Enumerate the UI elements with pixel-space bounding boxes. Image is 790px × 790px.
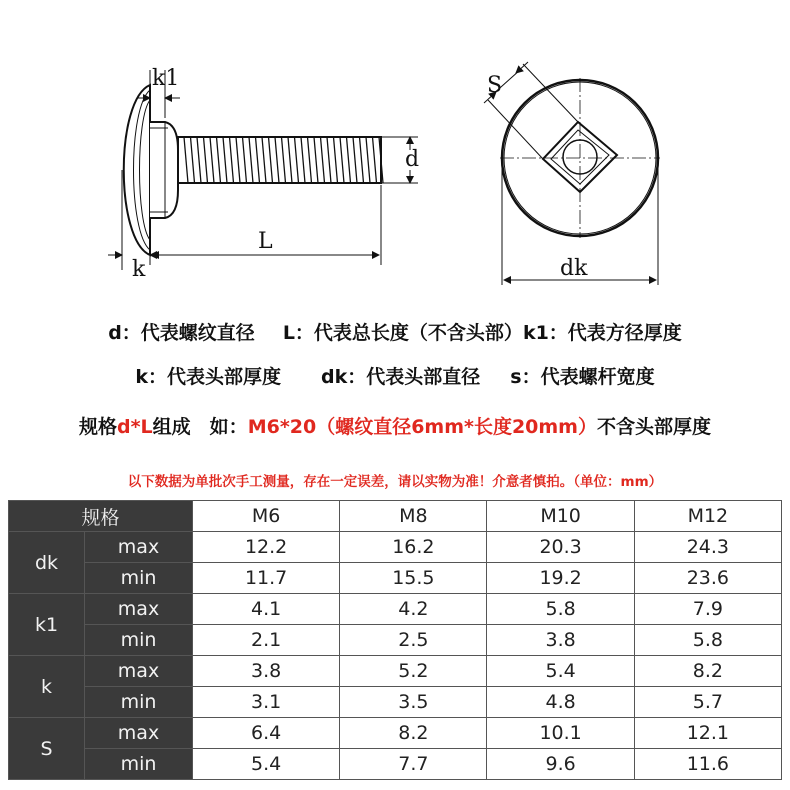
table-cell: 5.2: [340, 656, 487, 687]
table-cell: 2.1: [193, 625, 340, 656]
table-cell: 23.6: [634, 563, 781, 594]
label-d: d: [405, 147, 420, 172]
table-cell: 2.5: [340, 625, 487, 656]
table-cell: 7.9: [634, 594, 781, 625]
table-cell: 3.8: [487, 625, 634, 656]
table-cell: 5.4: [193, 749, 340, 780]
table-cell: 5.4: [487, 656, 634, 687]
table-cell: 11.7: [193, 563, 340, 594]
table-cell: 5.8: [487, 594, 634, 625]
table-cell: 9.6: [487, 749, 634, 780]
table-cell: 12.1: [634, 718, 781, 749]
table-cell: 12.2: [193, 532, 340, 563]
row-label-k: k: [9, 656, 85, 718]
table-row: [9, 532, 782, 563]
table-cell: 16.2: [340, 532, 487, 563]
col-header: M8: [340, 501, 487, 532]
min-label: min: [85, 625, 193, 656]
legend-item-d: d：代表螺纹直径: [108, 322, 255, 344]
legend-item-L: L：代表总长度（不含头部）: [282, 322, 523, 344]
col-header: M6: [193, 501, 340, 532]
table-row: [9, 656, 782, 687]
table-cell: 10.1: [487, 718, 634, 749]
min-label: min: [85, 687, 193, 718]
table-cell: 4.8: [487, 687, 634, 718]
table-cell: 3.5: [340, 687, 487, 718]
bolt-top-view: [500, 78, 660, 238]
label-dk: dk: [560, 256, 588, 281]
col-header: M10: [487, 501, 634, 532]
bolt-diagram: [0, 0, 790, 310]
table-cell: 5.7: [634, 687, 781, 718]
table-cell: 4.2: [340, 594, 487, 625]
label-S: S: [487, 73, 503, 98]
min-label: min: [85, 563, 193, 594]
table-cell: 3.1: [193, 687, 340, 718]
row-label-S: S: [9, 718, 85, 780]
table-header-row: [9, 501, 782, 532]
row-label-dk: dk: [9, 532, 85, 594]
table-cell: 15.5: [340, 563, 487, 594]
legend-line-1: [0, 318, 790, 345]
table-row: [9, 687, 782, 718]
legend-line-2: [0, 362, 790, 389]
label-L: L: [258, 229, 273, 254]
table-cell: 20.3: [487, 532, 634, 563]
table-cell: 4.1: [193, 594, 340, 625]
table-cell: 7.7: [340, 749, 487, 780]
table-cell: 5.8: [634, 625, 781, 656]
header-spec-label: 规格: [9, 501, 193, 532]
col-header: M12: [634, 501, 781, 532]
table-cell: 8.2: [340, 718, 487, 749]
row-label-k1: k1: [9, 594, 85, 656]
label-k: k: [132, 257, 146, 282]
spec-table: [8, 500, 782, 780]
legend-item-k: k：代表头部厚度: [135, 366, 282, 388]
min-label: min: [85, 749, 193, 780]
table-row: [9, 594, 782, 625]
max-label: max: [85, 718, 193, 749]
table-cell: 11.6: [634, 749, 781, 780]
table-cell: 19.2: [487, 563, 634, 594]
max-label: max: [85, 594, 193, 625]
table-row: [9, 625, 782, 656]
table-cell: 24.3: [634, 532, 781, 563]
table-row: [9, 718, 782, 749]
max-label: max: [85, 656, 193, 687]
legend-item-k1: k1：代表方径厚度: [522, 322, 682, 344]
table-row: [9, 563, 782, 594]
legend-item-s: s：代表螺杆宽度: [510, 366, 655, 388]
table-cell: 3.8: [193, 656, 340, 687]
max-label: max: [85, 532, 193, 563]
table-cell: 8.2: [634, 656, 781, 687]
table-cell: 6.4: [193, 718, 340, 749]
legend-item-dk: dk：代表头部直径: [321, 366, 481, 388]
table-row: [9, 749, 782, 780]
label-k1: k1: [152, 66, 180, 91]
measurement-notice: 以下数据为单批次手工测量，存在一定误差，请以实物为准！介意者慎拍。（单位：mm）: [127, 474, 663, 490]
spec-description: 规格d*L组成 如：M6*20（螺纹直径6mm*长度20mm）不含头部厚度: [79, 416, 711, 438]
